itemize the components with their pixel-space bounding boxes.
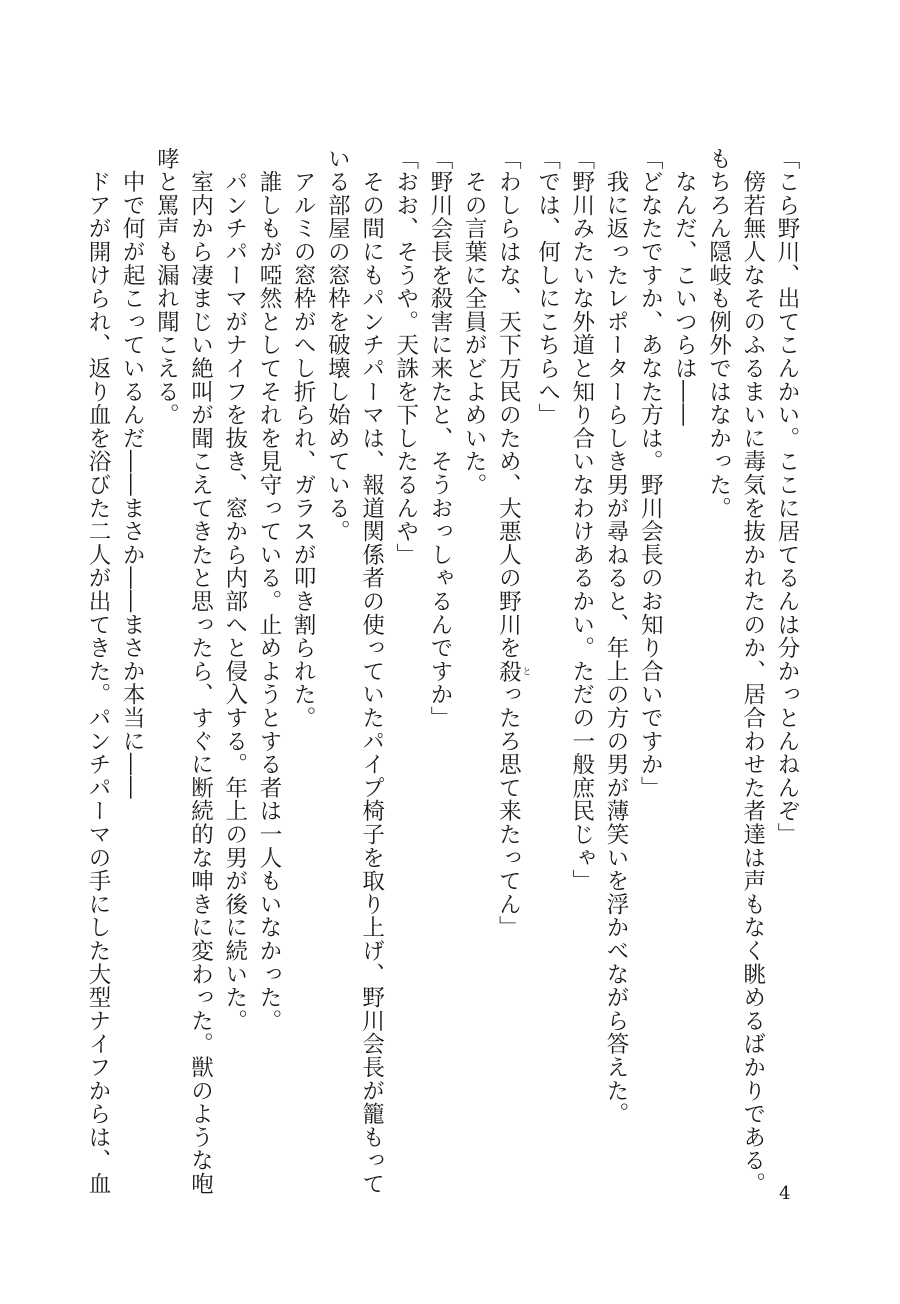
text-line: 中で何が起こっているんだ――まさか――まさか本当に―― xyxy=(119,147,146,800)
ruby-annotation: 殺 と xyxy=(495,659,531,683)
text-line: 誰しもが啞然としてそれを見守っている。止めようとする者は一人もいなかった。 xyxy=(255,147,282,1033)
text-line: その間にもパンチパーマは、報道関係者の使っていたパイプ椅子を取り上げ、野川会長が籠もって xyxy=(358,147,385,1196)
text-line: 「こら野川、出てこんかい。ここに居てるんは分かっとんねんぞ」 xyxy=(774,147,800,846)
text-line: なんだ、こいつらは―― xyxy=(671,147,698,427)
text-line: 「どなたですか、あなた方は。野川会長のお知り合いですか」 xyxy=(637,147,664,800)
text-line-with-ruby: 「わしらはな、天下万民のため、大悪人の野川を殺 とったろ思て来たってん」 xyxy=(495,147,531,940)
page-number: 4 xyxy=(779,1183,791,1204)
text-line: アルミの窓枠がへし折られ、ガラスが叩き割られた。 xyxy=(290,147,317,730)
text-line: もちろん隠岐も例外ではなかった。 xyxy=(705,147,732,520)
text-line: 「おお、そうや。天誅を下したるんや」 xyxy=(392,147,419,567)
text-line: 哮と罵声も漏れ聞こえる。 xyxy=(153,147,180,427)
text-line: 「では、何しにこちらへ」 xyxy=(534,147,561,427)
text-line: いる部屋の窓枠を破壊し始めている。 xyxy=(324,147,351,544)
vertical-text-body xyxy=(81,147,804,1196)
text-line: 「野川みたいな外道と知り合いなわけあるかい。ただの一般庶民じゃ」 xyxy=(568,147,595,893)
text-line: パンチパーマがナイフを抜き、窓から内部へと侵入する。年上の男が後に続いた。 xyxy=(221,147,248,1033)
text-line: その言葉に全員がどよめいた。 xyxy=(461,147,488,497)
text-line: 室内から凄まじい絶叫が聞こえてきたと思ったら、すぐに断続的な呻きに変わった。獣のような咆 xyxy=(187,147,214,1196)
text-line: 我に返ったレポーターらしき男が尋ねると、年上の方の男が薄笑いを浮かべながら答えた。 xyxy=(602,147,629,1126)
text-line: 「野川会長を殺害に来たと、そうおっしゃるんですか」 xyxy=(426,147,453,730)
text-line: 傍若無人なそのふるまいに毒気を抜かれたのか、居合わせた者達は声もなく眺めるばかりである。 xyxy=(739,147,766,1196)
text-line: ドアが開けられ、返り血を浴びた二人が出てきた。パンチパーマの手にした大型ナイフからは、血 xyxy=(84,147,111,1196)
